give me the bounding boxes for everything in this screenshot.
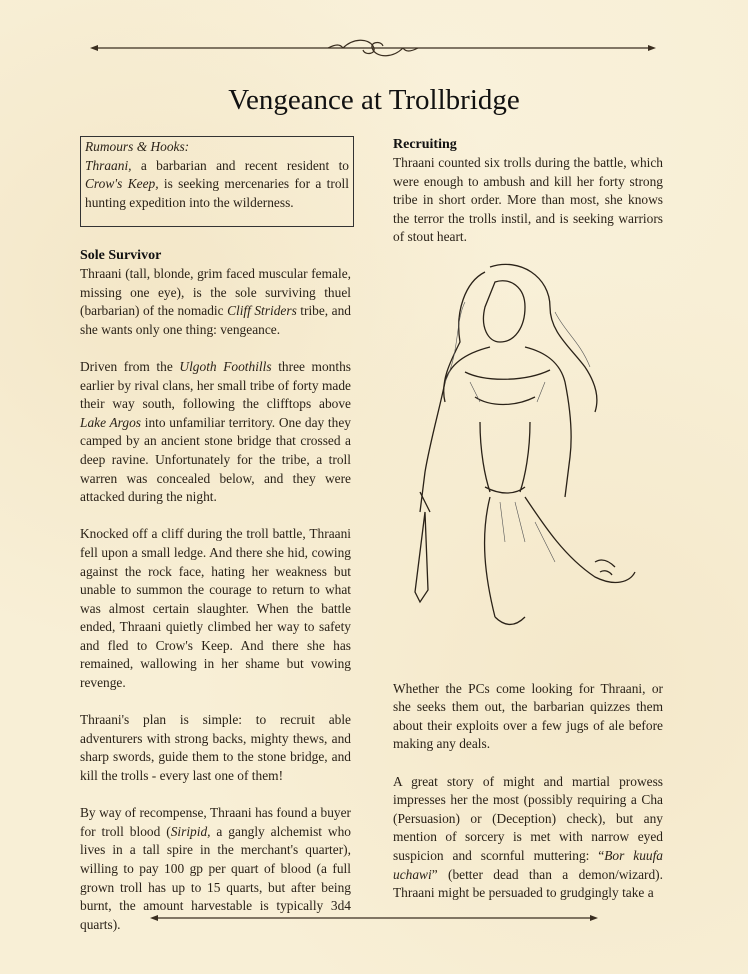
left-column xyxy=(80,136,351,953)
top-ornament-divider xyxy=(88,36,658,60)
rumours-label: Rumours & Hooks: xyxy=(85,139,190,154)
text: is seeking mercenaries for a troll hunting expedition into the wilderness. xyxy=(85,176,349,210)
paragraph xyxy=(80,358,351,507)
paragraph xyxy=(393,773,663,903)
rumours-text xyxy=(85,157,349,213)
section-heading-sole-survivor: Sole Survivor xyxy=(80,248,162,263)
text: By way of recompense, Thraani has found a buyer for troll blood ( xyxy=(80,805,351,839)
paragraph: Thraani counted six trolls during the battle, which were enough to ambush and kill her forty strong tribe in short order. More than most, she knows the terror the trolls instil, and is seeking warriors of stout heart. xyxy=(393,155,663,245)
bottom-ornament-divider xyxy=(148,910,600,926)
place-name: Crow's Keep, xyxy=(85,176,159,192)
paragraph: Knocked off a cliff during the troll battle, Thraani fell upon a small ledge. And there she hid, cowing against the rock face, hating her weakness but unable to summon the courage to return to what was almost certain slaughter. When the battle ended, Thraani quietly climbed her way to safety and fled to Crow's Keep. And there she has remained, wallowing in her shame but vowing revenge. xyxy=(80,526,351,691)
page-title: Vengeance at Trollbridge xyxy=(228,84,520,116)
text: Driven from the xyxy=(80,358,180,374)
barbarian-illustration xyxy=(395,252,645,652)
section-heading-recruiting: Recruiting xyxy=(393,137,457,152)
text: tribe, and she wants only one thing: vengeance. xyxy=(80,303,351,337)
paragraph xyxy=(80,265,351,339)
tribe-name: Cliff Striders xyxy=(227,303,297,319)
text: a gangly alchemist who lives in a tall spire in the merchant's quarter), willing to pay 100 gp per quart of blood (a full grown troll has up to 15 quarts, but after being burnt, the amount harvestable is typically 3d4 quarts). xyxy=(80,823,351,932)
rumours-hooks-box xyxy=(80,136,354,227)
text: ” (better dead than a demon/wizard). Thraani might be persuaded to grudgingly take a xyxy=(393,866,663,901)
text: a barbarian and recent resident to xyxy=(131,157,349,173)
text: Thraani (tall, blonde, grim faced muscular female, missing one eye), is the sole surviving thuel (barbarian) of the nomadic xyxy=(80,266,351,319)
npc-name: Thraani, xyxy=(85,157,132,173)
paragraph: Whether the PCs come looking for Thraani, or she seeks them out, the barbarian quizzes them about their exploits over a few jugs of ale before making any deals. xyxy=(393,680,663,752)
text: three months earlier by rival clans, her small tribe of forty made their way south, following the clifftops above xyxy=(80,358,351,412)
paragraph: Thraani's plan is simple: to recruit able adventurers with strong backs, mighty thews, and sharp swords, guide them to the stone bridge, and kill the trolls - every last one of them! xyxy=(80,712,351,784)
barbarian-phrase: Bor kuufa uchawi xyxy=(393,847,663,882)
place-name: Ulgoth Foothills xyxy=(179,358,272,374)
npc-name: Siripid, xyxy=(170,823,211,839)
text: A great story of might and martial prowess impresses her the most (possibly requiring a Cha (Persuasion) or (Deception) check), but any mention of sorcery is met with narrow eyed suspicion and scornful muttering: “ xyxy=(393,773,663,863)
place-name: Lake Argos xyxy=(80,414,142,430)
text: into unfamiliar territory. One day they camped by an ancient stone bridge that crossed a deep ravine. Unfortunately for the tribe, a troll warren was concealed below, and they were attacked during the night. xyxy=(80,414,351,505)
